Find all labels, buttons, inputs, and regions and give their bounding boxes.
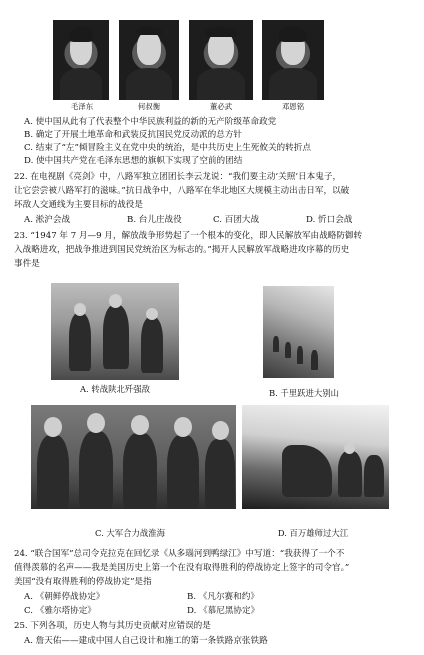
q24-option-c: C. 《雅尔塔协定》 <box>24 606 96 616</box>
q21-option-c: C. 结束了“左”倾冒险主义在党中央的统治，是中共历史上生死攸关的转折点 <box>24 143 311 153</box>
q25-stem: 25. 下列各项，历史人物与其历史贡献对应错误的是 <box>14 621 211 631</box>
q22-option-c: C. 百团大战 <box>213 215 260 225</box>
q24-stem-line: 值得羡慕的名声——我是美国历史上第一个在没有取得胜利的停战协定上签字的司令官。” <box>14 563 350 573</box>
q23-stem-line: 入战略进攻，把战争推进到国民党统治区为标志的。”揭开人民解放军战略进攻序幕的历史 <box>14 245 350 255</box>
q24-option-a: A. 《朝鲜停战协定》 <box>24 592 105 602</box>
q22-stem-line: 22. 在电视剧《亮剑》中，八路军独立团团长李云龙说：“我们要主动‘关照’日本鬼子， <box>14 172 342 182</box>
q22-option-b: B. 台儿庄战役 <box>127 215 182 225</box>
photo-d-caption: D. 百万雄师过大江 <box>277 528 349 538</box>
portrait-caption: 毛泽东 <box>70 102 94 111</box>
q21-option-a: A. 使中国从此有了代表整个中华民族利益的新的无产阶级革命政党 <box>24 117 277 127</box>
q21-option-d: D. 使中国共产党在毛泽东思想的旗帜下实现了空前的团结 <box>24 156 243 166</box>
q24-stem-line: 美国“没有取得胜利的停战协定”是指 <box>14 577 152 587</box>
q24-option-d: D. 《慕尼黑协定》 <box>187 606 260 616</box>
photo-d-yangtze-crossing <box>242 405 389 509</box>
portrait-caption: 何叔衡 <box>137 102 161 111</box>
q22-option-d: D. 忻口会战 <box>306 215 353 225</box>
photo-b-dabie-mountains <box>263 286 334 378</box>
photo-c-caption: C. 大军合力战淮海 <box>94 528 166 538</box>
photo-c-huaihai-campaign <box>31 405 236 509</box>
q22-stem-line: 让它尝尝被八路军打的滋味。”抗日战争中，八路军在华北地区大规模主动出击日军，以破 <box>14 186 350 196</box>
q23-stem-line: 23. “1947 年 7 月—9 月，解放战争形势起了一个根本的变化，即人民解放军由战略防御转 <box>14 231 363 241</box>
q25-option-a: A. 詹天佑——建成中国人自己设计和施工的第一条铁路京张铁路 <box>24 636 268 646</box>
portrait-caption: 董必武 <box>209 102 233 111</box>
portrait-photo-mao <box>53 20 109 100</box>
photo-b-caption: B. 千里跃进大别山 <box>268 388 340 398</box>
photo-a-shaanbei-campaign <box>51 283 179 380</box>
portrait-photo-deng <box>262 20 324 100</box>
q24-option-b: B. 《凡尔赛和约》 <box>187 592 259 602</box>
photo-a-caption: A. 转战陕北歼强敌 <box>80 384 150 394</box>
portrait-photo-dong <box>189 20 253 100</box>
portrait-photo-he <box>119 20 179 100</box>
q23-stem-line: 事件是 <box>14 259 40 269</box>
portrait-caption: 邓恩铭 <box>281 102 305 111</box>
q22-option-a: A. 淞沪会战 <box>24 215 71 225</box>
q21-option-b: B. 确定了开展土地革命和武装反抗国民党反动派的总方针 <box>24 130 243 140</box>
q22-stem-line: 坏敌人交通线为主要目标的战役是 <box>14 200 143 210</box>
q24-stem-line: 24. “联合国军”总司令克拉克在回忆录《从多瑙河到鸭绿江》中写道：“我获得了一个不 <box>14 549 345 559</box>
